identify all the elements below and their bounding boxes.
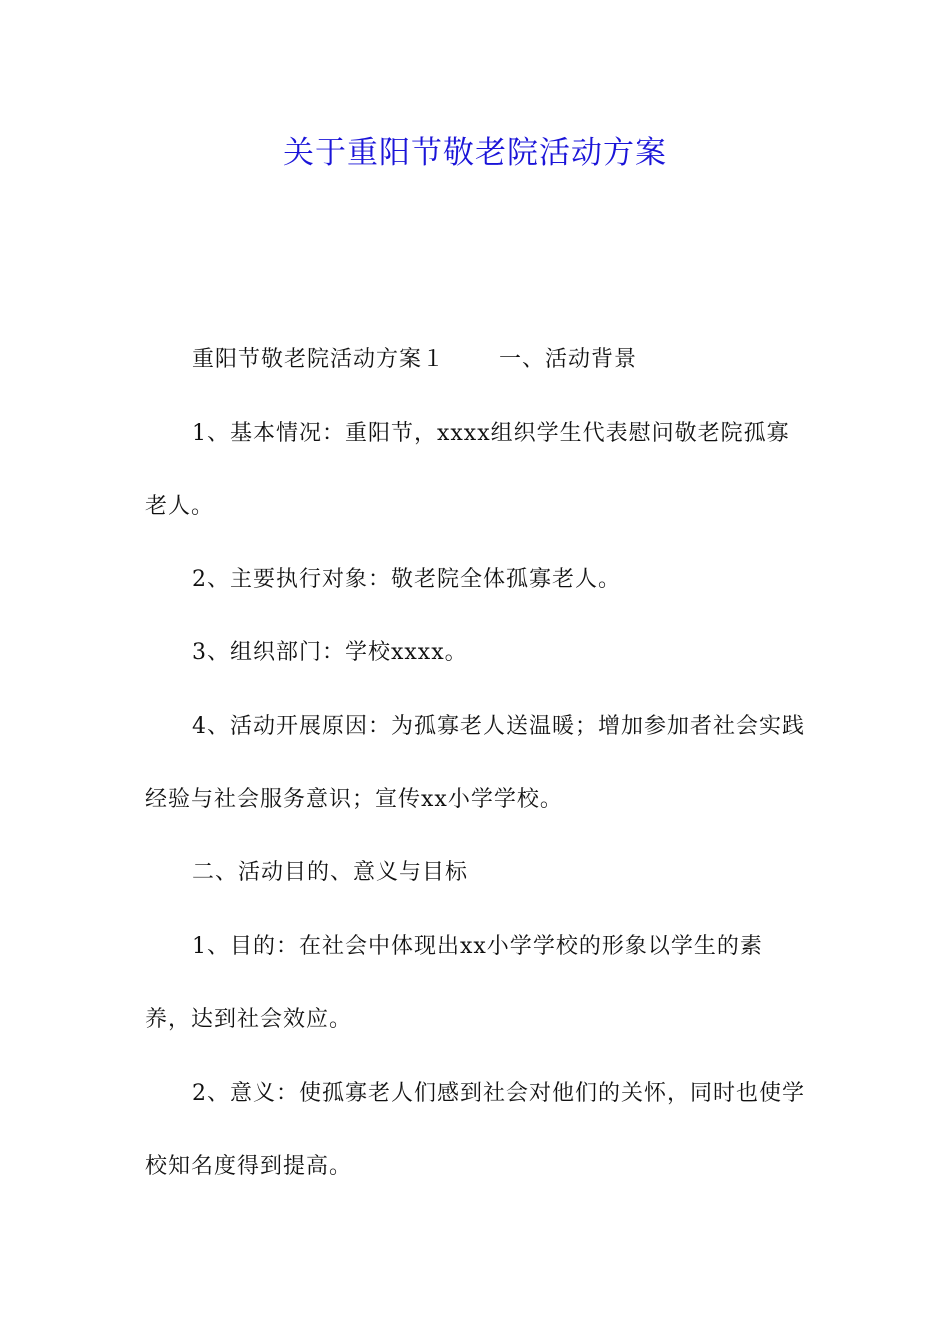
plan-heading: 重阳节敬老院活动方案１ (192, 347, 446, 372)
paragraph-target: 2、主要执行对象：敬老院全体孤寡老人。 (192, 567, 621, 592)
section-heading-purpose: 二、活动目的、意义与目标 (192, 860, 469, 885)
paragraph-goal: 1、目的：在社会中体现出xx小学学校的形象以学生的素养，达到社会效应。 (145, 934, 763, 1032)
paragraph-meaning: 2、意义：使孤寡老人们感到社会对他们的关怀，同时也使学校知名度得到提高。 (145, 1081, 805, 1179)
section-heading-background: 一、活动背景 (499, 347, 638, 372)
section-heading-line (145, 336, 807, 384)
document-title: 关于重阳节敬老院活动方案 (283, 135, 667, 171)
paragraph-reason: 4、活动开展原因：为孤寡老人送温暖；增加参加者社会实践经验与社会服务意识；宣传xx小学学校。 (145, 714, 805, 812)
document-body (145, 336, 807, 1216)
paragraph-basic-info: 1、基本情况：重阳节，xxxx组织学生代表慰问敬老院孤寡老人。 (145, 421, 790, 519)
paragraph-department: 3、组织部门：学校xxxx。 (192, 640, 468, 665)
